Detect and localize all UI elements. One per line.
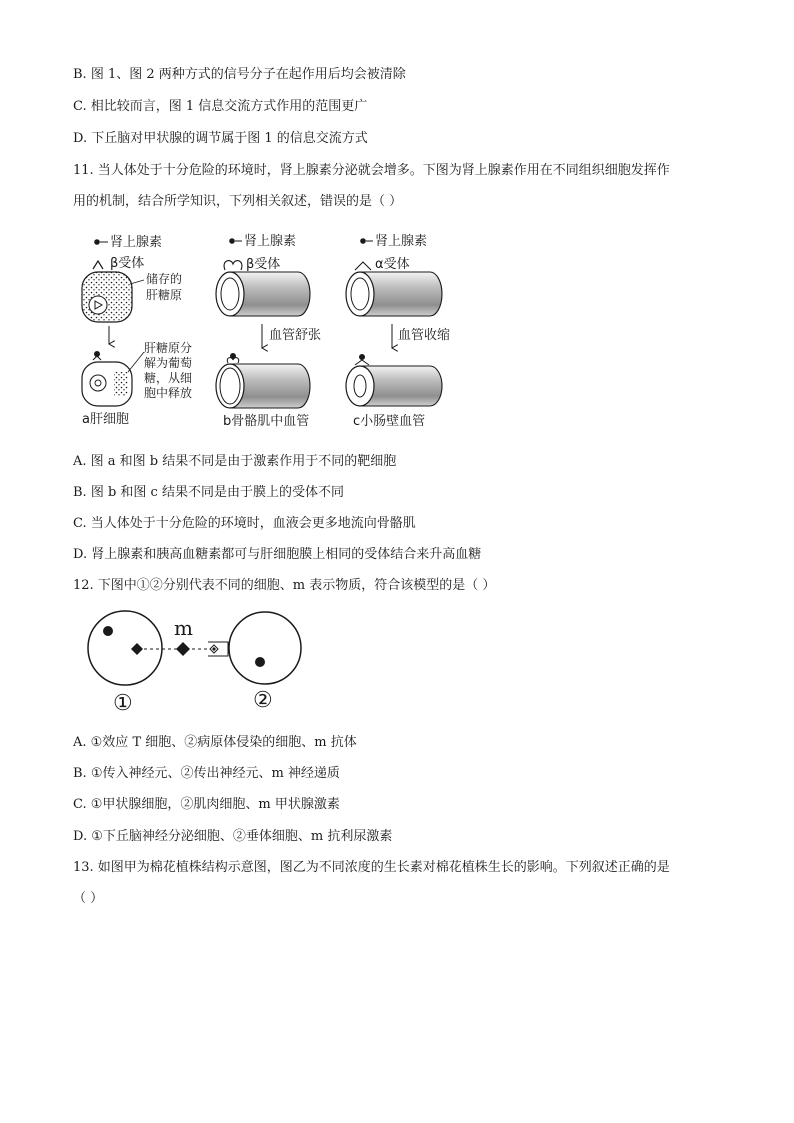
q12-stem: 12. 下图中①②分别代表不同的细胞、m 表示物质，符合该模型的是（ ） [73,578,496,593]
q13-stem-line2: （ ） [73,891,104,906]
panel-b-hormone-label: 肾上腺素 [244,234,297,249]
molecule-m-icon [176,642,190,656]
panel-a-stored-label-1: 储存的 [146,272,183,286]
panel-c-intestine-vessel [346,233,450,429]
q12-option-b: B. ①传入神经元、②传出神经元、m 神经递质 [73,766,340,781]
q11-option-c: C. 当人体处于十分危险的环境时，血液会更多地流向骨骼肌 [73,516,416,531]
q11-stem-line1: 11. 当人体处于十分危险的环境时，肾上腺素分泌就会增多。下图为肾上腺素作用在不同组织细胞发挥作 [73,163,670,178]
nucleus-icon [89,296,107,314]
q11-stem-line2: 用的机制，结合所学知识，下列相关叙述，错误的是（ ） [73,194,403,209]
q12-cell-signal-figure [80,608,310,718]
panel-a-breakdown-label-3: 糖，从细 [144,371,193,385]
cell-2-label: ② [253,688,273,713]
panel-a-hormone-label: 肾上腺素 [110,235,163,250]
m-label: m [174,616,193,640]
q12-option-d: D. ①下丘脑神经分泌细胞、②垂体细胞、m 抗利尿激素 [73,829,393,844]
cell-1 [88,611,162,685]
panel-b-skeletal-vessel [216,233,321,429]
panel-a-breakdown-label-1: 肝糖原分 [144,341,193,355]
panel-a-breakdown-label-2: 解为葡萄 [144,356,193,370]
liver-cell-upper [82,272,132,322]
q11-option-d: D. 肾上腺素和胰高血糖素都可与肝细胞膜上相同的受体结合来升高血糖 [73,547,482,562]
q12-option-a: A. ①效应 T 细胞、②病原体侵染的细胞、m 抗体 [73,735,357,750]
panel-a-liver-cell [82,234,192,427]
panel-b-effect-label: 血管舒张 [269,328,322,343]
q13-stem-line1: 13. 如图甲为棉花植株结构示意图，图乙为不同浓度的生长素对棉花植株生长的影响。下列叙述正确的是 [73,860,670,875]
panel-b-receptor-label: β受体 [246,257,281,272]
panel-c-effect-label: 血管收缩 [398,328,451,343]
panel-a-stored-label-2: 肝糖原 [146,288,183,302]
receptor-icon [224,261,242,270]
q10-option-b: B. 图 1、图 2 两种方式的信号分子在起作用后均会被清除 [73,67,406,82]
q10-option-c: C. 相比较而言，图 1 信息交流方式作用的范围更广 [73,99,368,114]
q10-option-d: D. 下丘脑对甲状腺的调节属于图 1 的信息交流方式 [73,131,368,146]
receptor-icon [93,261,103,269]
q11-adrenaline-figure [70,226,470,431]
q11-option-b: B. 图 b 和图 c 结果不同是由于膜上的受体不同 [73,485,344,500]
panel-a-breakdown-label-4: 胞中释放 [144,386,193,400]
q11-option-a: A. 图 a 和图 b 结果不同是由于激素作用于不同的靶细胞 [73,454,397,469]
panel-b-caption: b骨骼肌中血管 [223,414,310,429]
panel-c-caption: c小肠壁血管 [353,414,426,429]
cell-2 [208,612,301,684]
panel-c-hormone-label: 肾上腺素 [375,234,428,249]
panel-a-receptor-label: β受体 [110,256,145,271]
receptor-icon [355,262,371,270]
hormone-dot-icon [94,239,100,245]
panel-a-caption: a肝细胞 [82,412,129,427]
cell-1-label: ① [113,691,133,716]
panel-c-receptor-label: α受体 [375,257,410,272]
q12-option-c: C. ①甲状腺细胞，②肌肉细胞、m 甲状腺激素 [73,797,340,812]
